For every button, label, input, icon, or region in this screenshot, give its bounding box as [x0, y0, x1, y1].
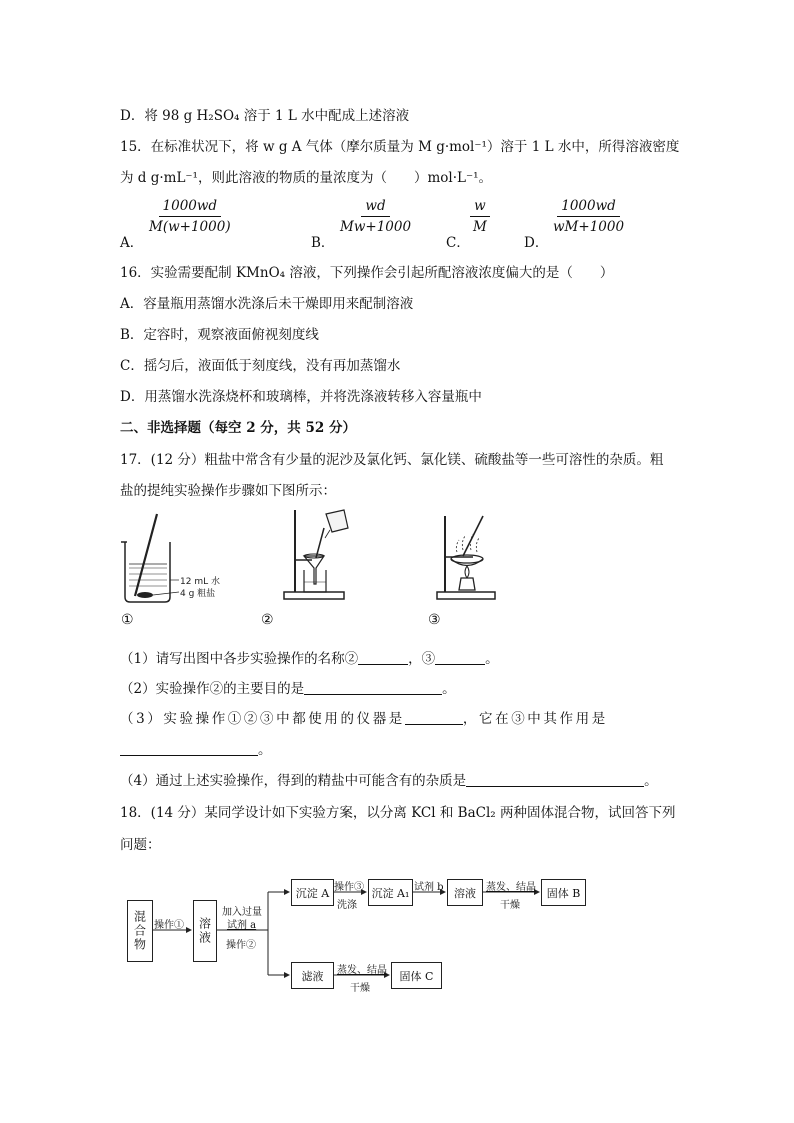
solid-c-box: 固体 C — [391, 962, 442, 989]
q15-option-a-label: A． — [120, 235, 144, 251]
salt-label: 4 g 粗盐 — [180, 589, 216, 599]
op2-label: 操作② — [226, 940, 256, 951]
precipitate-a-box: 沉淀 A — [291, 879, 334, 906]
figure-label-2: ② — [261, 612, 274, 628]
fraction-numerator: wd — [361, 198, 389, 217]
add-reagent-a-label-1: 加入过量 — [222, 907, 262, 918]
solution2-box: 溶液 — [447, 879, 483, 906]
fraction-denominator: wM+1000 — [553, 219, 625, 235]
q17-part2-text-b: 。 — [442, 681, 456, 697]
q15-option-b-label: B． — [311, 235, 335, 251]
fraction-numerator: w — [470, 198, 490, 217]
water-label: 12 mL 水 — [180, 577, 220, 587]
q15-option-d-label: D． — [524, 235, 549, 251]
op1-label: 操作① — [154, 920, 184, 931]
section-heading: 二、非选择题（每空 2 分，共 52 分） — [120, 420, 356, 436]
fraction-denominator: Mw+1000 — [340, 219, 412, 235]
q15-stem-line2: 为 d g·mL⁻¹，则此溶液的物质的量浓度为（ ）mol·L⁻¹。 — [120, 170, 493, 186]
q15-option-c-label: C． — [446, 235, 470, 251]
q16-stem: 16．实验需要配制 KMnO₄ 溶液，下列操作会引起所配溶液浓度偏大的是（ ） — [120, 265, 614, 281]
q17-part1-text-c: 。 — [485, 651, 499, 667]
precipitate-a1-box: 沉淀 A₁ — [368, 879, 413, 906]
q17-part4-text-b: 。 — [644, 773, 658, 789]
solid-b-box: 固体 B — [541, 879, 586, 906]
fraction-denominator: M — [473, 219, 487, 235]
figure-label-1: ① — [121, 612, 134, 628]
q17-stem-line2: 盐的提纯实验操作步骤如下图所示： — [120, 483, 336, 499]
q16-option-d: D．用蒸馏水洗涤烧杯和玻璃棒，并将洗涤液转移入容量瓶中 — [120, 389, 482, 405]
q14-option-d: D．将 98 g H₂SO₄ 溶于 1 L 水中配成上述溶液 — [120, 108, 410, 124]
evaporate-label-2: 蒸发、结晶 — [337, 965, 387, 976]
filtrate-box: 滤液 — [291, 962, 334, 989]
q17-part1-text-a: （1）请写出图中各步实验操作的名称② — [120, 651, 359, 667]
q17-part3-text-b: ，它在③中其作用是 — [462, 711, 608, 727]
q15-stem-line1: 15．在标准状况下，将 w g A 气体（摩尔质量为 M g·mol⁻¹）溶于 1 L 水中，所得溶液密度 — [120, 139, 680, 155]
fraction-denominator: M(w+1000) — [149, 219, 231, 235]
fraction-numerator: 1000wd — [557, 198, 620, 217]
q17-part3-text-c: 。 — [258, 742, 272, 758]
dry-label-2: 干燥 — [350, 983, 370, 994]
dry-label-1: 干燥 — [500, 900, 520, 911]
wash-label: 洗涤 — [337, 900, 357, 911]
q17-part4-text-a: （4）通过上述实验操作，得到的精盐中可能含有的杂质是 — [120, 773, 467, 789]
fraction-numerator: 1000wd — [159, 198, 222, 217]
mixture-box: 混合物 — [127, 900, 153, 962]
op3-label: 操作③ — [334, 882, 364, 893]
q18-stem-line2: 问题： — [120, 837, 161, 853]
q16-option-c: C．摇匀后，液面低于刻度线，没有再加蒸馏水 — [120, 358, 401, 374]
q17-part1-text-b: ，③ — [408, 651, 436, 667]
q18-stem-line1: 18．(14 分）某同学设计如下实验方案，以分离 KCl 和 BaCl₂ 两种固体混合物，试回答下列 — [120, 805, 676, 821]
q17-stem-line1: 17．(12 分）粗盐中常含有少量的泥沙及氯化钙、氯化镁、硫酸盐等一些可溶性的杂质。粗 — [120, 452, 664, 468]
evaporate-label-1: 蒸发、结晶 — [486, 882, 536, 893]
solution-box: 溶液 — [193, 900, 217, 962]
add-reagent-a-label-2: 试剂 a — [227, 920, 257, 931]
figure-label-3: ③ — [428, 612, 441, 628]
q17-part3-text-a: （3）实验操作①②③中都使用的仪器是 — [120, 711, 405, 727]
q16-option-b: B．定容时，观察液面俯视刻度线 — [120, 327, 319, 343]
reagent-b-label: 试剂 b — [414, 882, 444, 893]
q16-option-a: A．容量瓶用蒸馏水洗涤后未干燥即用来配制溶液 — [120, 296, 414, 312]
q17-part2-text-a: （2）实验操作②的主要目的是 — [120, 681, 305, 697]
